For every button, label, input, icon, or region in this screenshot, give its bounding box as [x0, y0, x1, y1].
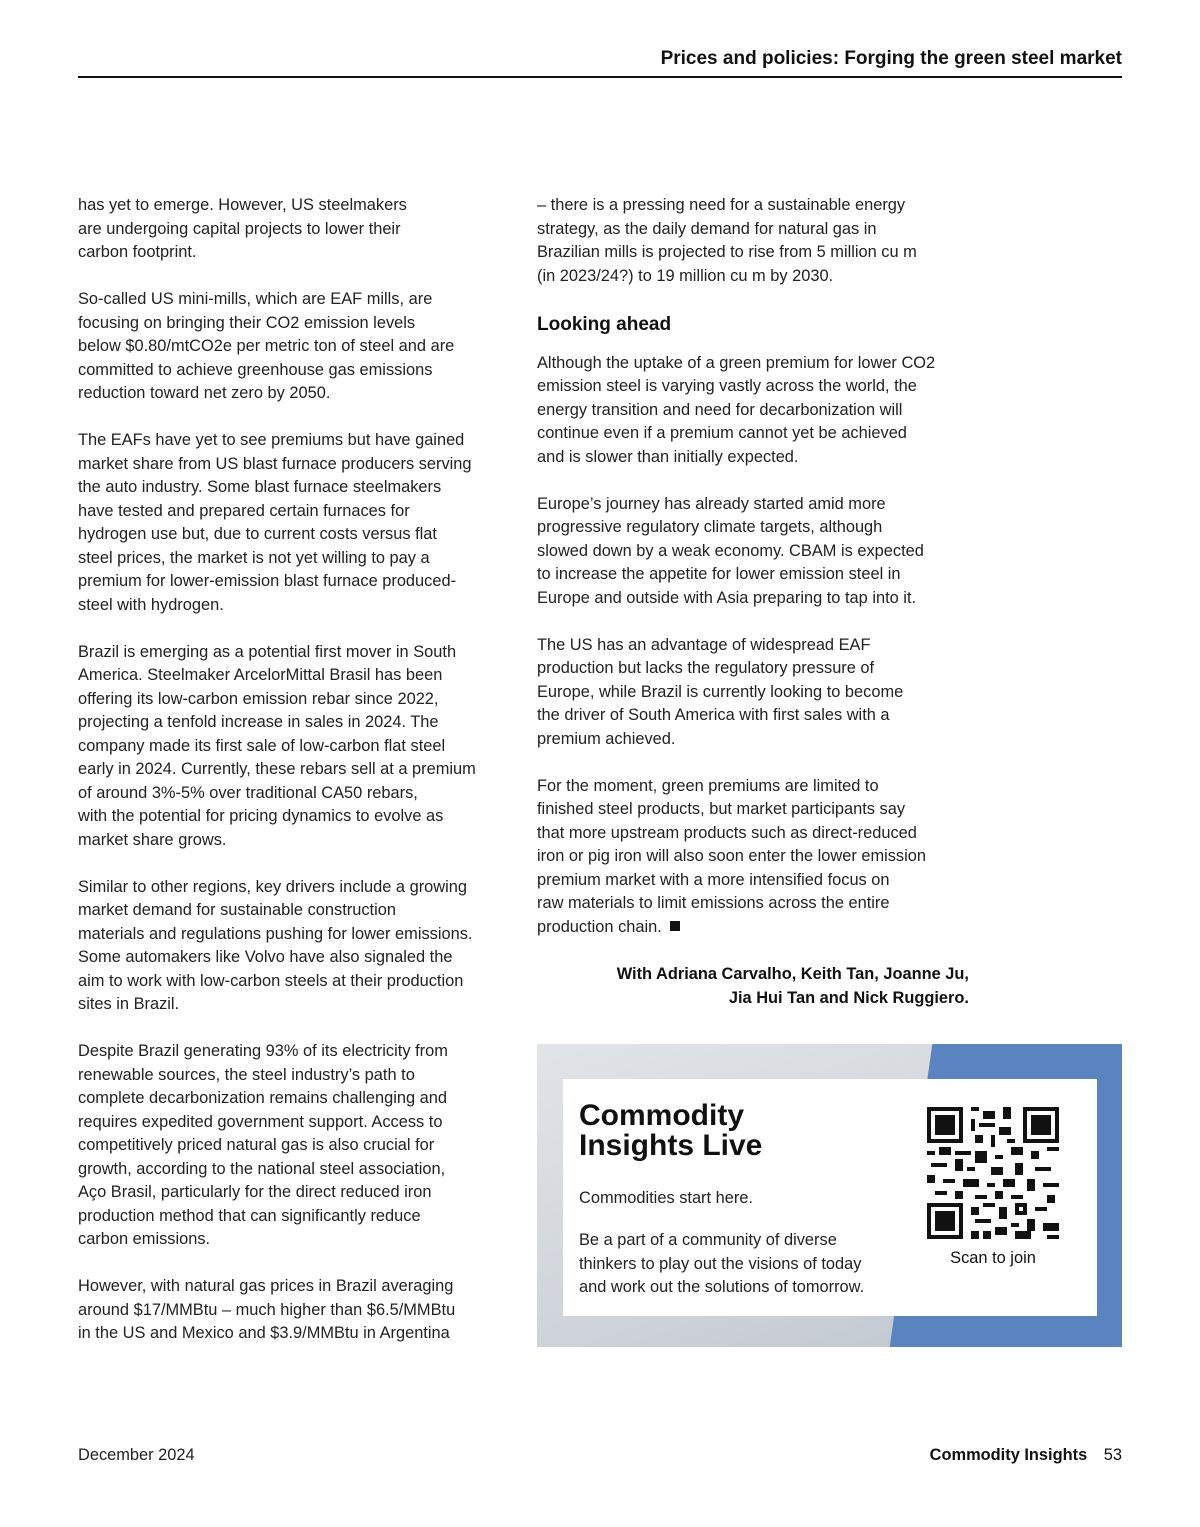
- text-line: – there is a pressing need for a sustainable energy: [537, 196, 906, 214]
- section-heading: Looking ahead: [537, 313, 672, 335]
- text-line: (in 2023/24?) to 19 million cu m by 2030.: [537, 266, 834, 285]
- text-line: committed to achieve greenhouse gas emissions: [78, 360, 433, 379]
- text-line: with the potential for pricing dynamics to evolve as: [78, 807, 444, 825]
- text-line: premium for lower-emission blast furnace produced-: [78, 572, 457, 590]
- footer-brand: Commodity Insights: [929, 1446, 1088, 1464]
- body-paragraph: [78, 194, 518, 265]
- text-line: Similar to other regions, key drivers include a growing: [78, 877, 467, 896]
- text-line: production method that can significantly reduce: [78, 1206, 421, 1225]
- text-line: emission steel is varying vastly across the world, the: [537, 377, 917, 395]
- end-mark-icon: [670, 921, 680, 931]
- text-line: that more upstream products such as direct-reduced: [537, 823, 917, 842]
- text-line: premium achieved.: [537, 729, 676, 748]
- text-line: Aço Brasil, particularly for the direct reduced iron: [78, 1183, 432, 1201]
- text-line: reduction toward net zero by 2050.: [78, 384, 331, 402]
- text-line: carbon footprint.: [78, 243, 197, 261]
- promo-banner[interactable]: [537, 1044, 1122, 1347]
- body-paragraph: [78, 1040, 518, 1252]
- text-line: America. Steelmaker ArcelorMittal Brasil has been: [78, 666, 443, 684]
- text-line: projecting a tenfold increase in sales in 2024. The: [78, 713, 439, 731]
- body-paragraph: [537, 194, 977, 288]
- qr-code-label: Scan to join: [950, 1249, 1036, 1267]
- text-line: company made its first sale of low-carbon flat steel: [78, 736, 446, 755]
- text-line: of around 3%-5% over traditional CA50 rebars,: [78, 783, 418, 802]
- text-line: the driver of South America with first sales with a: [537, 706, 890, 724]
- text-line: complete decarbonization remains challenging and: [78, 1089, 448, 1107]
- text-line: carbon emissions.: [78, 1230, 211, 1248]
- text-line: early in 2024. Currently, these rebars sell at a premium: [78, 760, 476, 778]
- qr-code-icon[interactable]: [927, 1107, 1059, 1239]
- body-paragraph: [78, 288, 518, 406]
- text-line: competitively priced natural gas is also crucial for: [78, 1136, 435, 1154]
- text-line: requires expedited government support. Access to: [78, 1112, 443, 1131]
- text-line: renewable sources, the steel industry’s path to: [78, 1065, 415, 1084]
- right-column: [537, 194, 977, 1010]
- byline-line: Jia Hui Tan and Nick Ruggiero.: [728, 988, 969, 1007]
- text-line: are undergoing capital projects to lower their: [78, 219, 401, 238]
- text-line: focusing on bringing their CO2 emission levels: [78, 313, 416, 332]
- text-line: hydrogen use but, due to current costs versus flat: [78, 525, 437, 543]
- text-line: Brazil is emerging as a potential first mover in South: [78, 642, 457, 661]
- text-line: progressive regulatory climate targets, although: [537, 518, 883, 536]
- text-line: For the moment, green premiums are limited to: [537, 776, 879, 795]
- promo-body: [579, 1229, 909, 1300]
- text-line: raw materials to limit emissions across the entire: [537, 894, 890, 912]
- text-line: iron or pig iron will also soon enter the lower emission: [537, 847, 927, 865]
- text-line: around $17/MMBtu – much higher than $6.5/MMBtu: [78, 1300, 456, 1319]
- text-line: Europe, while Brazil is currently looking to become: [537, 682, 904, 701]
- promo-body-line: and work out the solutions of tomorrow.: [579, 1278, 865, 1296]
- text-line: have tested and prepared certain furnaces for: [78, 501, 410, 520]
- text-line: continue even if a premium cannot yet be achieved: [537, 424, 907, 442]
- text-line: energy transition and need for decarbonization will: [537, 400, 903, 419]
- text-line: finished steel products, but market participants say: [537, 800, 906, 818]
- text-line: premium market with a more intensified focus on: [537, 870, 890, 889]
- text-line: Despite Brazil generating 93% of its electricity from: [78, 1042, 448, 1060]
- text-line: growth, according to the national steel association,: [78, 1159, 446, 1178]
- text-line: strategy, as the daily demand for natural gas in: [537, 219, 877, 238]
- body-paragraph: [78, 641, 518, 853]
- text-line: below $0.80/mtCO2e per metric ton of steel and are: [78, 337, 455, 355]
- text-line: Europe’s journey has already started amid more: [537, 494, 886, 513]
- footer-publication: [930, 1446, 1122, 1465]
- promo-body-line: Be a part of a community of diverse: [579, 1231, 837, 1249]
- text-line: Although the uptake of a green premium for lower CO2: [537, 353, 936, 372]
- text-line: market share grows.: [78, 830, 227, 849]
- byline: [537, 963, 969, 1010]
- text-line: sites in Brazil.: [78, 995, 180, 1013]
- header-divider: [78, 76, 1122, 78]
- text-line: market share from US blast furnace producers serving: [78, 454, 472, 473]
- text-line: slowed down by a weak economy. CBAM is expected: [537, 541, 924, 560]
- promo-title-line: Insights Live: [579, 1129, 763, 1162]
- promo-card: [563, 1079, 1097, 1316]
- body-paragraph: [78, 429, 518, 617]
- text-line: materials and regulations pushing for lower emissions.: [78, 924, 473, 943]
- text-line: The EAFs have yet to see premiums but have gained: [78, 431, 465, 449]
- running-header-title: Prices and policies: Forging the green steel market: [660, 48, 1122, 69]
- text-line: However, with natural gas prices in Brazil averaging: [78, 1277, 454, 1295]
- text-line: offering its low-carbon emission rebar since 2022,: [78, 689, 439, 708]
- text-line: and is slower than initially expected.: [537, 447, 799, 466]
- text-line: [537, 916, 977, 940]
- text-line: Europe and outside with Asia preparing to tap into it.: [537, 588, 917, 607]
- promo-tagline: Commodities start here.: [579, 1189, 753, 1207]
- body-paragraph: [537, 352, 977, 470]
- text-line: steel with hydrogen.: [78, 595, 224, 614]
- text-line: Some automakers like Volvo have also signaled the: [78, 948, 453, 966]
- body-paragraph: [78, 1275, 518, 1346]
- promo-body-line: thinkers to play out the visions of today: [579, 1254, 862, 1273]
- text-line: market demand for sustainable construction: [78, 901, 396, 919]
- body-paragraph: [78, 876, 518, 1017]
- text-line: aim to work with low-carbon steels at their production: [78, 971, 464, 990]
- body-paragraph: [537, 634, 977, 752]
- body-paragraph: [537, 493, 977, 611]
- body-paragraph: [537, 775, 977, 940]
- text-line: The US has an advantage of widespread EAF: [537, 635, 871, 654]
- footer-date: December 2024: [78, 1446, 195, 1464]
- text-line: the auto industry. Some blast furnace steelmakers: [78, 478, 442, 496]
- left-column: [78, 194, 518, 1369]
- text-line: steel prices, the market is not yet willing to pay a: [78, 548, 430, 567]
- text-line: Brazilian mills is projected to rise from 5 million cu m: [537, 243, 917, 261]
- promo-title-line: Commodity: [579, 1099, 744, 1132]
- text-line-end: production chain.: [537, 917, 662, 936]
- text-line: So-called US mini-mills, which are EAF mills, are: [78, 290, 433, 308]
- text-line: production but lacks the regulatory pressure of: [537, 659, 875, 677]
- text-line: in the US and Mexico and $3.9/MMBtu in Argentina: [78, 1324, 450, 1342]
- byline-line: With Adriana Carvalho, Keith Tan, Joanne Ju,: [616, 965, 969, 983]
- page-number: 53: [1103, 1446, 1122, 1464]
- text-line: has yet to emerge. However, US steelmakers: [78, 196, 407, 214]
- text-line: to increase the appetite for lower emission steel in: [537, 565, 901, 583]
- promo-title: [579, 1101, 879, 1161]
